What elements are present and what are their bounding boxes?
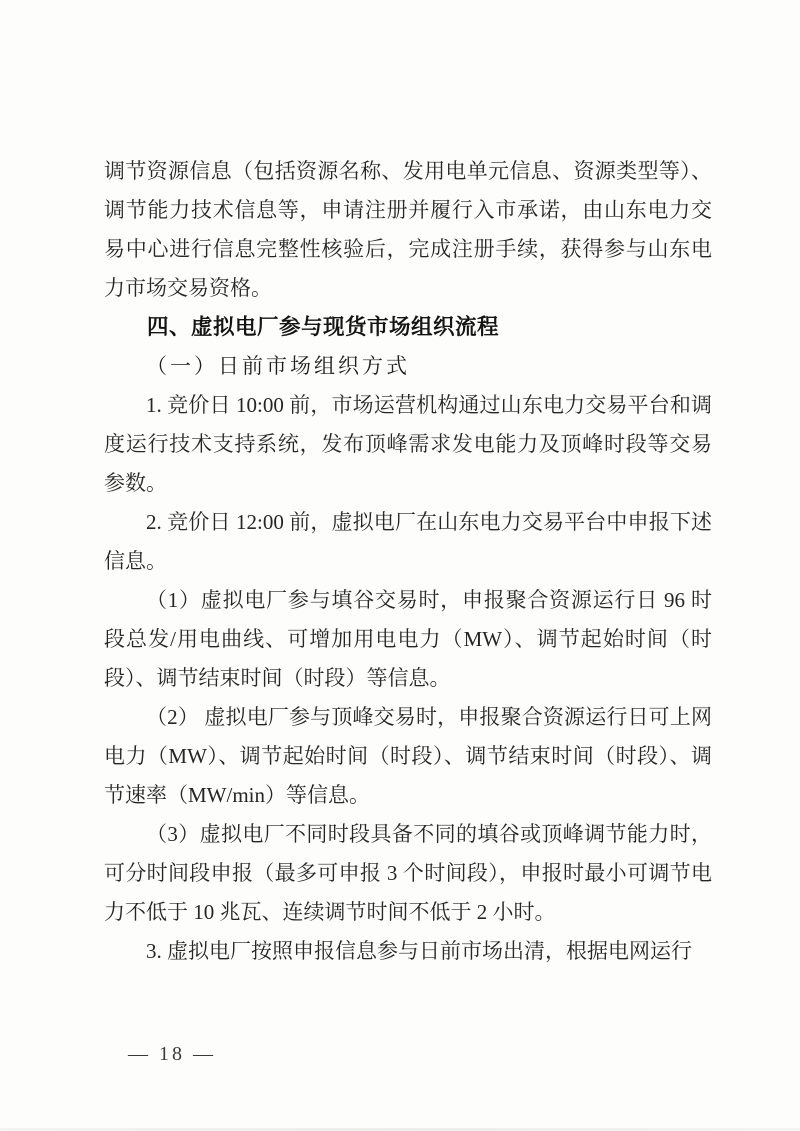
subsection-heading: （一）日前市场组织方式 <box>146 354 410 378</box>
section-heading: 四、虚拟电厂参与现货市场组织流程 <box>147 315 500 339</box>
body-paragraph-1: 1. 竞价日 10:00 前，市场运营机构通过山东电力交易平台和调度运行技术支持系统，发布顶峰需求发电能力及顶峰时段等交易参数。 <box>104 393 712 495</box>
body-paragraph-5: （3）虚拟电厂不同时段具备不同的填谷或顶峰调节能力时，可分时间段申报（最多可申报 3 个时间段），申报时最小可调节电力不低于 10 兆瓦、连续调节时间不低于 2 小时。 <box>104 822 712 924</box>
continuation-paragraph: 调节资源信息（包括资源名称、发用电单元信息、资源类型等）、调节能力技术信息等，申请注册并履行入市承诺，由山东电力交易中心进行信息完整性核验后，完成注册手续，获得参与山东电力市场交易资格。 <box>104 159 712 300</box>
document-body <box>104 152 712 971</box>
body-paragraph-4: （2） 虚拟电厂参与顶峰交易时，申报聚合资源运行日可上网电力（MW）、调节起始时间（时段）、调节结束时间（时段）、调节速率（MW/min）等信息。 <box>104 705 712 807</box>
page-number: — 18 — <box>128 1043 216 1065</box>
body-paragraph-6: 3. 虚拟电厂按照申报信息参与日前市场出清，根据电网运行 <box>146 939 692 963</box>
body-paragraph-3: （1）虚拟电厂参与填谷交易时，申报聚合资源运行日 96 时段总发/用电曲线、可增加用电电力（MW）、调节起始时间（时段）、调节结束时间（时段）等信息。 <box>104 588 712 690</box>
body-paragraph-2: 2. 竞价日 12:00 前，虚拟电厂在山东电力交易平台中申报下述信息。 <box>104 510 712 573</box>
